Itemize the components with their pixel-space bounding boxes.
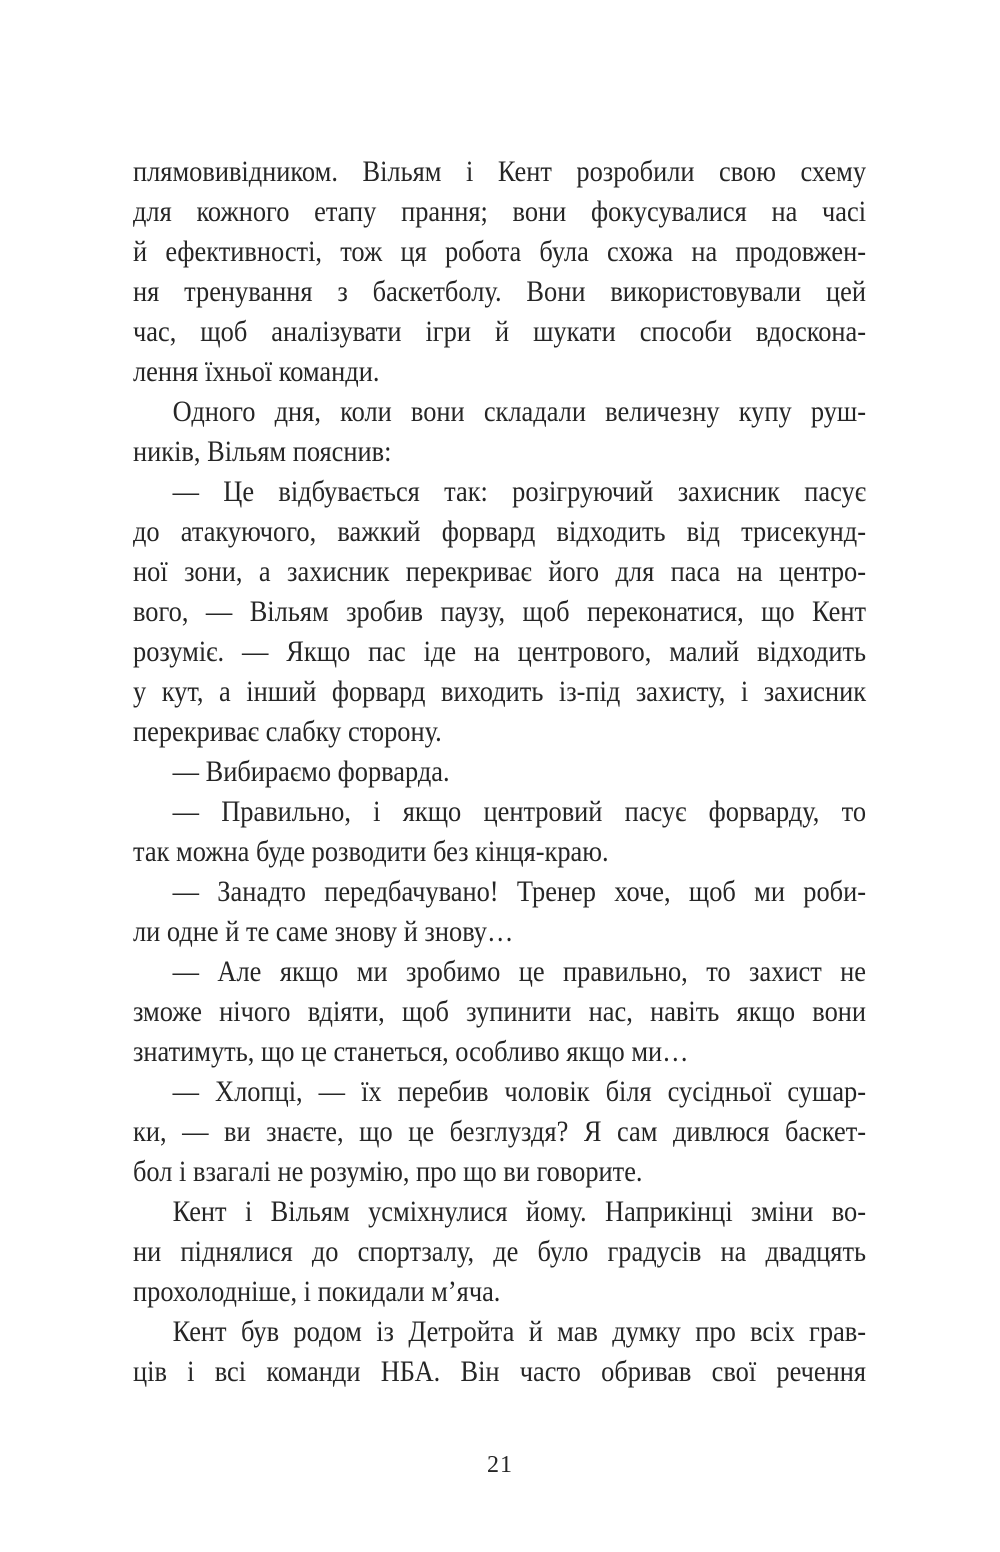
text-line: — Правильно, і якщо центровий пасує форварду, то [172, 795, 867, 828]
text-line: — Це відбувається так: розігруючий захисник пасує [172, 475, 867, 508]
text-line: Кент і Вільям усміхнулися йому. Наприкінці зміни во- [172, 1195, 867, 1228]
text-line: ня тренування з баскетболу. Вони використовували цей [133, 275, 867, 308]
text-line: — Хлопці, — їх перебив чоловік біля сусідньої сушар- [172, 1075, 867, 1108]
text-line: перекриває слабку сторону. [133, 715, 442, 748]
text-line: плямовивідником. Вільям і Кент розробили свою схему [133, 155, 867, 188]
text-line: для кожного етапу прання; вони фокусувалися на часі [133, 195, 867, 228]
text-line: прохолодніше, і покидали м’яча. [133, 1275, 501, 1308]
text-line: бол і взагалі не розумію, про що ви говорите. [133, 1155, 643, 1188]
text-line: — Занадто передбачувано! Тренер хоче, щоб ми роби- [172, 875, 867, 908]
text-line: ної зони, а захисник перекриває його для паса на центро- [133, 555, 867, 588]
body-text [133, 152, 866, 1392]
text-line: ців і всі команди НБА. Він часто обривав свої речення [133, 1355, 867, 1388]
text-line: лення їхньої команди. [133, 355, 380, 388]
text-line: ників, Вільям пояснив: [133, 435, 392, 468]
text-line: у кут, а інший форвард виходить із-під захисту, і захисник [133, 675, 867, 708]
page-number: 21 [487, 1452, 513, 1478]
text-line: ки, — ви знаєте, що це безглуздя? Я сам дивлюся баскет- [133, 1115, 867, 1148]
text-line: вого, — Вільям зробив паузу, щоб переконатися, що Кент [133, 595, 867, 628]
text-line: час, щоб аналізувати ігри й шукати способи вдоскона- [133, 315, 867, 348]
text-line: до атакуючого, важкий форвард відходить від трисекунд- [133, 515, 867, 548]
text-line: й ефективності, тож ця робота була схожа на продовжен- [133, 235, 867, 268]
text-line: ли одне й те саме знову й знову… [133, 915, 514, 948]
text-line: — Але якщо ми зробимо це правильно, то захист не [172, 955, 867, 988]
text-line: розуміє. — Якщо пас іде на центрового, малий відходить [133, 635, 867, 668]
text-line: Одного дня, коли вони складали величезну купу руш- [172, 395, 867, 428]
text-line: знатимуть, що це станеться, особливо якщо ми… [133, 1035, 689, 1068]
text-line: зможе нічого вдіяти, щоб зупинити нас, навіть якщо вони [133, 995, 867, 1028]
text-line: так можна буде розводити без кінця-краю. [133, 835, 609, 868]
text-line: ни піднялися до спортзалу, де було градусів на двадцять [133, 1235, 867, 1268]
text-line: — Вибираємо форварда. [172, 755, 450, 788]
text-line: Кент був родом із Детройта й мав думку про всіх грав- [172, 1315, 867, 1348]
